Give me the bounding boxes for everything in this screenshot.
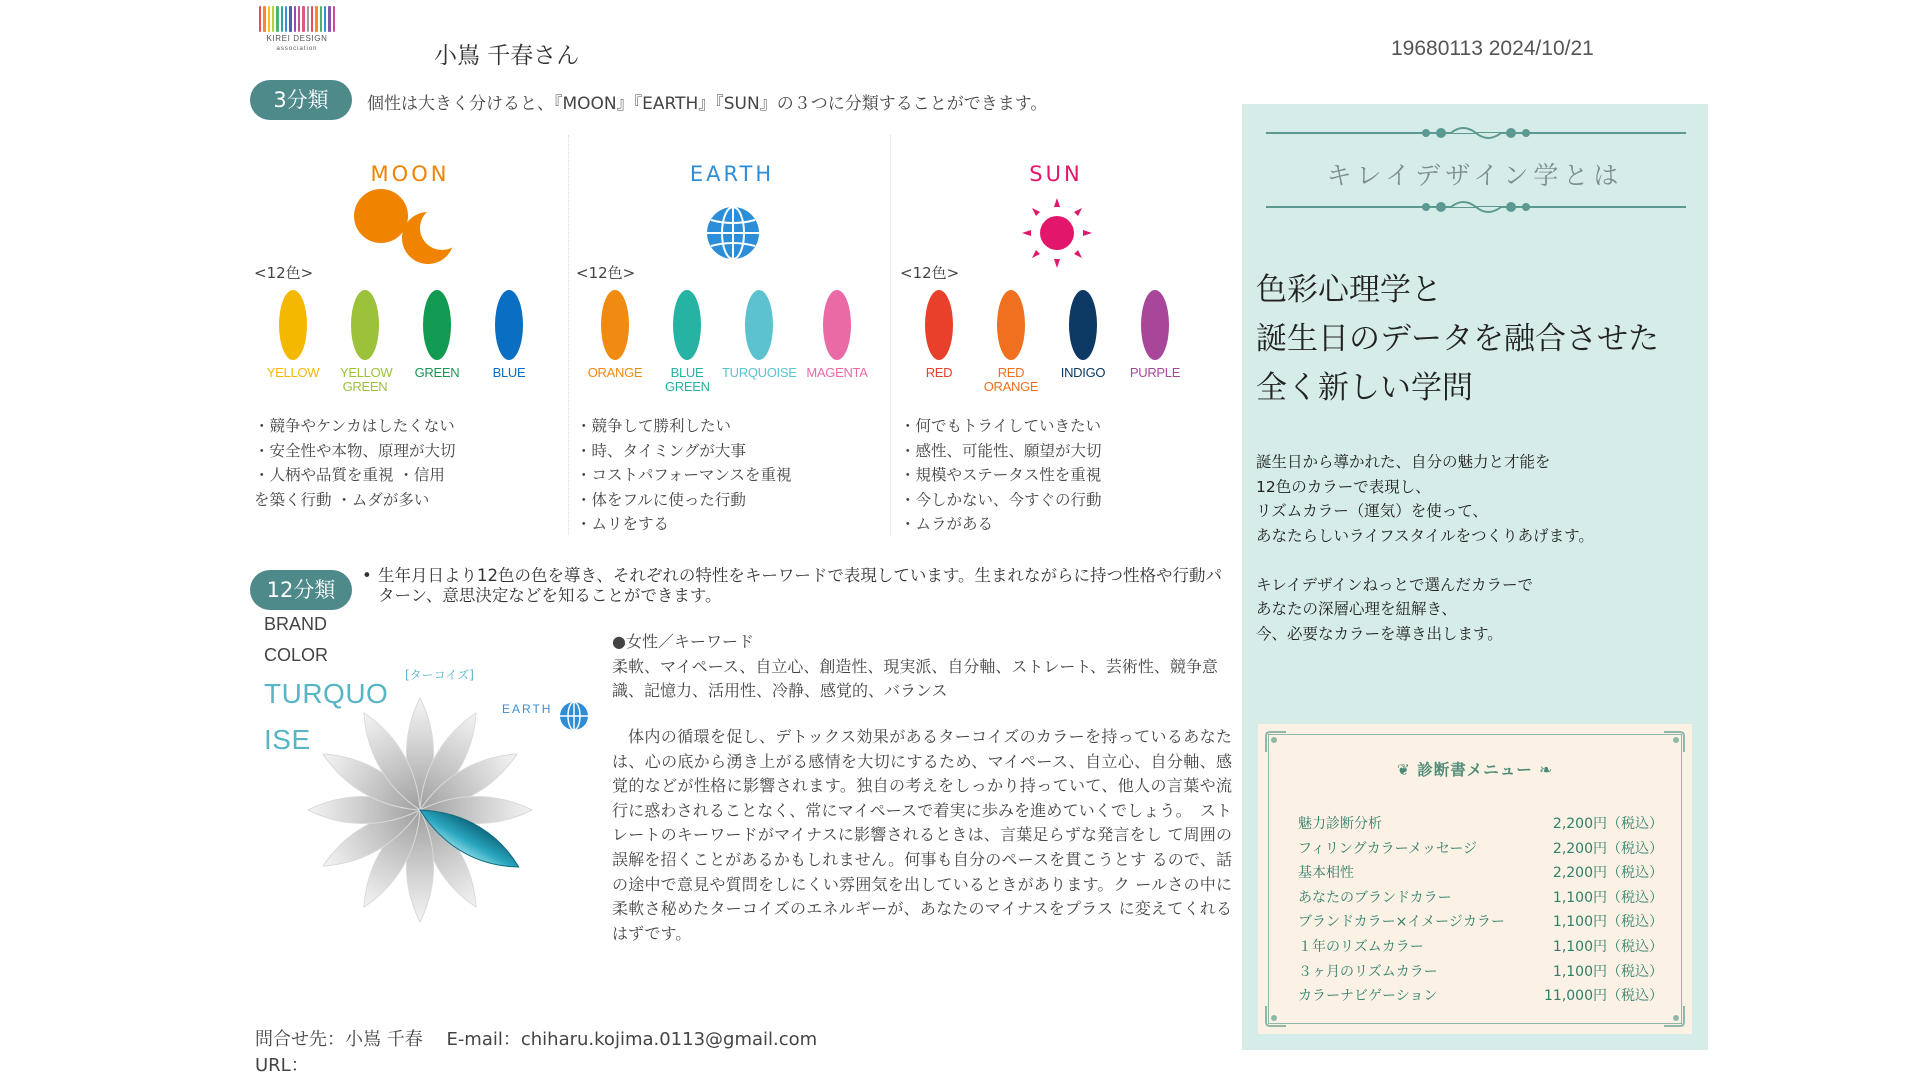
leaf-shape bbox=[601, 290, 629, 360]
menu-item-price: 1,100円（税込） bbox=[1552, 938, 1663, 955]
trait-item: ・安全性や本物、原理が大切 bbox=[254, 441, 456, 460]
leaf-red bbox=[902, 290, 976, 380]
report-date: 19680113 2024/10/21 bbox=[1391, 37, 1594, 60]
brand-color-kana: [ターコイズ] bbox=[405, 668, 474, 682]
logo-subtext: association bbox=[276, 46, 318, 52]
info-panel bbox=[1242, 104, 1708, 1050]
trait-item: ・ムリをする bbox=[576, 515, 670, 533]
trait-item: ・規模やステータス性を重視 bbox=[900, 466, 1102, 484]
leaf-label: INDIGO bbox=[1060, 365, 1106, 380]
section-3-intro: 個性は大きく分けると、『MOON』『EARTH』『SUN』の３つに分類することができます。 bbox=[367, 94, 1048, 114]
moon-icon bbox=[350, 186, 460, 266]
leaf-shape bbox=[495, 290, 523, 360]
leaf-green bbox=[400, 290, 474, 380]
leaf-label: YELLOW bbox=[266, 365, 320, 380]
menu-item-name: ３ヶ月のリズムカラー bbox=[1298, 963, 1438, 980]
trait-item: ・今しかない、今すぐの行動 bbox=[900, 490, 1102, 509]
body-line: 誕生日から導かれた、自分の魅力と才能を bbox=[1256, 453, 1551, 471]
leaf-label: YELLOW GREEN bbox=[340, 365, 393, 394]
ornament-divider-icon bbox=[1266, 126, 1686, 140]
leaf-ornament-icon: ❧ bbox=[1532, 761, 1554, 779]
group-traits bbox=[254, 414, 554, 512]
corner-ornament-icon bbox=[1264, 730, 1288, 754]
trait-item: ・体をフルに使った行動 bbox=[576, 490, 746, 509]
leaf-label: BLUE GREEN bbox=[665, 365, 710, 394]
leaf-indigo bbox=[1046, 290, 1120, 380]
menu-item bbox=[1298, 935, 1663, 960]
trait-item: ・コストパフォーマンスを重視 bbox=[576, 466, 792, 484]
menu-item-price: 1,100円（税込） bbox=[1552, 963, 1663, 980]
leaf-blue bbox=[472, 290, 546, 380]
color-leaves bbox=[916, 290, 1216, 400]
group-title: SUN bbox=[1029, 162, 1083, 186]
leaf-shape bbox=[423, 290, 451, 360]
section-3-label: 3分類 bbox=[250, 80, 352, 120]
earth-group-label: EARTH bbox=[502, 702, 553, 716]
sun-icon bbox=[1020, 196, 1094, 270]
leaf-orange bbox=[578, 290, 652, 380]
menu-item-price: 11,000円（税込） bbox=[1544, 988, 1663, 1005]
client-name: 小嶌 千春さん bbox=[434, 43, 580, 69]
menu-item-name: あなたのブランドカラー bbox=[1298, 889, 1452, 906]
group-traits bbox=[576, 414, 876, 537]
leaf-yellow-green bbox=[328, 290, 402, 394]
menu-item bbox=[1298, 812, 1663, 837]
body-line: キレイデザインねっとで選んだカラーで bbox=[1256, 575, 1533, 594]
menu-title-text: 診断書メニュー bbox=[1417, 761, 1533, 779]
group-title: EARTH bbox=[689, 162, 775, 186]
brand-color-label-line1: BRAND bbox=[264, 614, 328, 634]
contact-info: 問合せ先：小嶌 千春 E-mail：chiharu.kojima.0113@gmail.com URL： bbox=[255, 1025, 875, 1080]
corner-ornament-icon bbox=[1662, 730, 1686, 754]
leaf-yellow bbox=[256, 290, 330, 380]
leaf-red-orange bbox=[974, 290, 1048, 394]
group-traits bbox=[900, 414, 1200, 537]
brand-color-name-line2: ISE bbox=[264, 724, 311, 755]
leaf-label: PURPLE bbox=[1129, 365, 1181, 380]
group-count: <12色> bbox=[254, 264, 314, 282]
trait-item: ・人柄や品質を重視 ・信用 bbox=[254, 466, 445, 484]
group-sun bbox=[896, 150, 1216, 540]
leaf-shape bbox=[351, 290, 379, 360]
leaf-shape bbox=[673, 290, 701, 360]
ornament-divider-icon bbox=[1266, 200, 1686, 214]
brand-color-label-line2: COLOR bbox=[264, 645, 329, 665]
section-12-label: 12分類 bbox=[250, 570, 352, 610]
menu-item-price: 2,200円（税込） bbox=[1552, 816, 1663, 832]
group-count: <12色> bbox=[900, 264, 960, 282]
leaf-blue-green bbox=[650, 290, 724, 394]
body-line: 今、必要なカラーを導き出します。 bbox=[1256, 624, 1503, 643]
menu-item-name: ブランドカラー×イメージカラー bbox=[1298, 914, 1505, 931]
trait-item: ・競争して勝利したい bbox=[576, 417, 732, 435]
keywords-title: ●女性／キーワード bbox=[612, 632, 754, 651]
menu-item-price: 1,100円（税込） bbox=[1552, 914, 1663, 931]
leaf-label: RED ORANGE bbox=[983, 365, 1039, 394]
leaf-label: BLUE bbox=[492, 365, 526, 380]
logo-text: KIREI DESIGN bbox=[266, 34, 328, 43]
leaf-shape bbox=[1141, 290, 1169, 360]
color-leaves bbox=[587, 290, 892, 400]
trait-item: ・時、タイミングが大事 bbox=[576, 441, 746, 460]
leaf-ornament-icon: ❦ bbox=[1396, 761, 1418, 779]
leaf-magenta bbox=[800, 290, 874, 380]
trait-item: ・感性、可能性、願望が大切 bbox=[900, 441, 1102, 460]
globe-small-icon bbox=[558, 700, 590, 732]
menu-item bbox=[1298, 984, 1663, 1009]
section-12-description: • 生年月日より12色の色を導き、それぞれの特性をキーワードで表現しています。生まれながらに持つ性格や行動パターン、意思決定などを知ることができます。 bbox=[378, 566, 1228, 606]
trait-item: を築く行動 ・ムダが多い bbox=[254, 490, 430, 509]
panel-title: キレイデザイン学とは bbox=[1326, 161, 1624, 190]
menu-item bbox=[1298, 910, 1663, 935]
color-description: 体内の循環を促し、デトックス効果があるターコイズのカラーを持っているあなたは、心の底から湧き上がる感情を大切にするため、マイペース、自立心、自分軸、感覚的などが性格に影響されます。独自の考えをしっかり持っていて、他人の言葉や流行に惑わされることなく、常にマイペースで着実に歩みを進めていくでしょう。 ストレートのキーワードがマイナスに影響されるときは、言葉足らずな発言をし て周囲の誤解を招くことがあるかもしれません。何事も自分のペースを貫こうとす るので、話の途中で意見や質問をしにくい雰囲気を出しているときがあります。ク ールさの中に柔軟さ秘めたターコイズのエネルギーが、あなたのマイナスをプラス に変えてくれるはずです。 bbox=[612, 727, 1232, 943]
panel-heading bbox=[1256, 266, 1659, 413]
menu-item-price: 2,200円（税込） bbox=[1552, 865, 1663, 882]
leaf-label: TURQUOISE bbox=[722, 365, 797, 380]
trait-item: ・ムラがある bbox=[900, 515, 994, 533]
keywords-block bbox=[612, 630, 1232, 704]
brand-color-name-line1: TURQUO bbox=[264, 678, 389, 709]
keywords-text: 柔軟、マイペース、自立心、創造性、現実派、自分軸、ストレート、芸術性、競争意識、記憶力、活用性、冷静、感覚的、バランス bbox=[612, 656, 1218, 700]
group-divider bbox=[568, 135, 569, 535]
group-earth bbox=[572, 150, 892, 540]
menu-list bbox=[1298, 812, 1663, 1009]
body-line: リズムカラー（運気）を使って、 bbox=[1256, 502, 1488, 520]
heading-line: 色彩心理学と bbox=[1256, 272, 1442, 308]
menu-item-price: 2,200円（税込） bbox=[1552, 840, 1663, 857]
group-moon bbox=[250, 150, 570, 540]
turquoise-flower-icon bbox=[300, 690, 540, 930]
brand-logo bbox=[259, 6, 335, 54]
leaf-shape bbox=[925, 290, 953, 360]
menu-item-name: カラーナビゲーション bbox=[1298, 988, 1438, 1005]
menu-title bbox=[1258, 758, 1692, 780]
heading-line: 全く新しい学問 bbox=[1256, 370, 1473, 406]
panel-body bbox=[1256, 450, 1594, 646]
color-leaves bbox=[266, 290, 570, 400]
group-title: MOON bbox=[370, 162, 450, 186]
menu-item bbox=[1298, 837, 1663, 862]
leaf-label: MAGENTA bbox=[806, 365, 868, 380]
logo-color-bars bbox=[259, 6, 335, 32]
menu-item-name: 基本相性 bbox=[1298, 865, 1354, 882]
trait-item: ・何でもトライしていきたい bbox=[900, 417, 1102, 435]
group-divider bbox=[890, 135, 891, 535]
heading-line: 誕生日のデータを融合させた bbox=[1256, 321, 1659, 357]
menu-item-name: １年のリズムカラー bbox=[1298, 938, 1424, 955]
group-count: <12色> bbox=[576, 264, 636, 282]
leaf-turquoise bbox=[722, 290, 796, 380]
leaf-label: RED bbox=[925, 365, 953, 380]
leaf-label: ORANGE bbox=[587, 365, 643, 380]
leaf-shape bbox=[997, 290, 1025, 360]
menu-item-name: フィリングカラーメッセージ bbox=[1298, 840, 1478, 857]
globe-icon bbox=[704, 204, 762, 262]
body-line: 12色のカラーで表現し、 bbox=[1256, 477, 1431, 496]
corner-ornament-icon bbox=[1662, 1004, 1686, 1028]
leaf-shape bbox=[745, 290, 773, 360]
menu-item-name: 魅力診断分析 bbox=[1298, 816, 1382, 832]
leaf-purple bbox=[1118, 290, 1192, 380]
corner-ornament-icon bbox=[1264, 1004, 1288, 1028]
body-line: あなたらしいライフスタイルをつくりあげます。 bbox=[1256, 526, 1594, 545]
menu-item-price: 1,100円（税込） bbox=[1552, 889, 1663, 906]
leaf-shape bbox=[823, 290, 851, 360]
body-line: あなたの深層心理を紐解き、 bbox=[1256, 600, 1457, 618]
leaf-shape bbox=[1069, 290, 1097, 360]
menu-item bbox=[1298, 886, 1663, 911]
diagnosis-menu bbox=[1258, 724, 1692, 1034]
menu-item bbox=[1298, 861, 1663, 886]
leaf-shape bbox=[279, 290, 307, 360]
menu-item bbox=[1298, 960, 1663, 985]
spacer bbox=[1256, 548, 1594, 573]
leaf-label: GREEN bbox=[414, 365, 460, 380]
trait-item: ・競争やケンカはしたくない bbox=[254, 417, 455, 435]
